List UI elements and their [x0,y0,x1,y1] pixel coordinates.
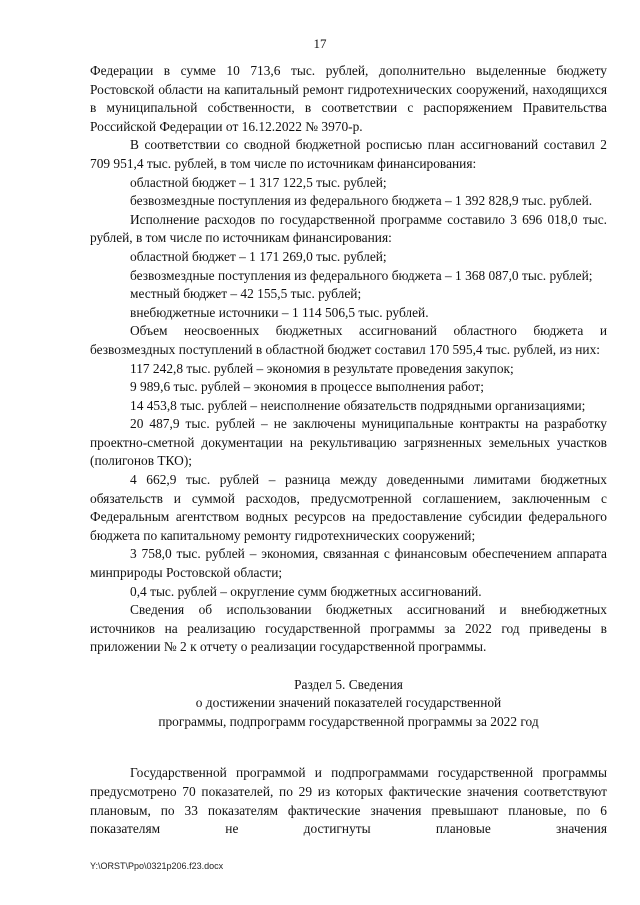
section-subtitle-line: программы, подпрограмм государственной программы за 2022 год [158,713,539,729]
document-body [90,62,607,839]
paragraph: Сведения об использовании бюджетных ассигнований и внебюджетных источников на реализацию государственной программы за 2022 год приведены в приложении № 2 к отчету о реализации государственной программы. [90,602,607,655]
paragraph: 14 453,8 тыс. рублей – неисполнение обязательств подрядными организациями; [130,397,586,413]
page-number: 17 [313,36,327,51]
paragraph: Государственной программой и подпрограммами государственной программы предусмотрено 70 показателей, по 29 из которых фактические значения соответствуют плановым, по 33 показателям фактические значения превышают плановые, по 6 показателям не достигнуты плановые значения [90,765,607,837]
paragraph: областной бюджет – 1 171 269,0 тыс. рублей; [130,248,387,264]
section-title: Раздел 5. Сведения [294,676,403,692]
paragraph: 4 662,9 тыс. рублей – разница между доведенными лимитами бюджетных обязательств и суммой расходов, предусмотренной соглашением, заключенным с Федеральным агентством водных ресурсов на предоставление субсидии федерального бюджета по капитальному ремонту гидротехнических сооружений; [90,472,607,543]
file-path-footer: Y:\ORST\Ppo\0321p206.f23.docx [90,861,224,871]
paragraph: 20 487,9 тыс. рублей – не заключены муниципальные контракты на разработку проектно-сметной документации на рекультивацию загрязненных земельных участков (полигонов ТКО); [90,416,607,469]
paragraph: местный бюджет – 42 155,5 тыс. рублей; [130,286,362,302]
paragraph: областной бюджет – 1 317 122,5 тыс. рублей; [130,174,387,190]
paragraph: Объем неосвоенных бюджетных ассигнований областного бюджета и безвозмездных поступлений в областной бюджет составил 170 595,4 тыс. рублей, из них: [90,323,607,357]
paragraph: 0,4 тыс. рублей – округление сумм бюджетных ассигнований. [130,583,482,599]
paragraph: безвозмездные поступления из федерального бюджета – 1 392 828,9 тыс. рублей. [130,193,593,209]
section-heading [90,676,607,732]
paragraph: внебюджетные источники – 1 114 506,5 тыс. рублей. [130,304,429,320]
section-subtitle-line: о достижении значений показателей государственной [195,695,502,711]
paragraph: 3 758,0 тыс. рублей – экономия, связанная с финансовым обеспечением аппарата минприроды Ростовской области; [90,546,607,581]
paragraph: В соответствии со сводной бюджетной росписью план ассигнований составил 2 709 951,4 тыс. рублей, в том числе по источникам финансирования: [90,137,607,171]
paragraph: 117 242,8 тыс. рублей – экономия в результате проведения закупок; [130,360,514,376]
paragraph: Федерации в сумме 10 713,6 тыс. рублей, дополнительно выделенные бюджету Ростовской области на капитальный ремонт гидротехнических сооружений, находящихся в муниципальной собственности, в соответствии с распоряжением Правительства Российской Федерации от 16.12.2022 № 3970-р. [90,63,607,134]
paragraph: Исполнение расходов по государственной программе составило 3 696 018,0 тыс. рублей, в том числе по источникам финансирования: [90,211,607,246]
paragraph: безвозмездные поступления из федерального бюджета – 1 368 087,0 тыс. рублей; [130,267,593,283]
paragraph: 9 989,6 тыс. рублей – экономия в процессе выполнения работ; [130,379,484,395]
